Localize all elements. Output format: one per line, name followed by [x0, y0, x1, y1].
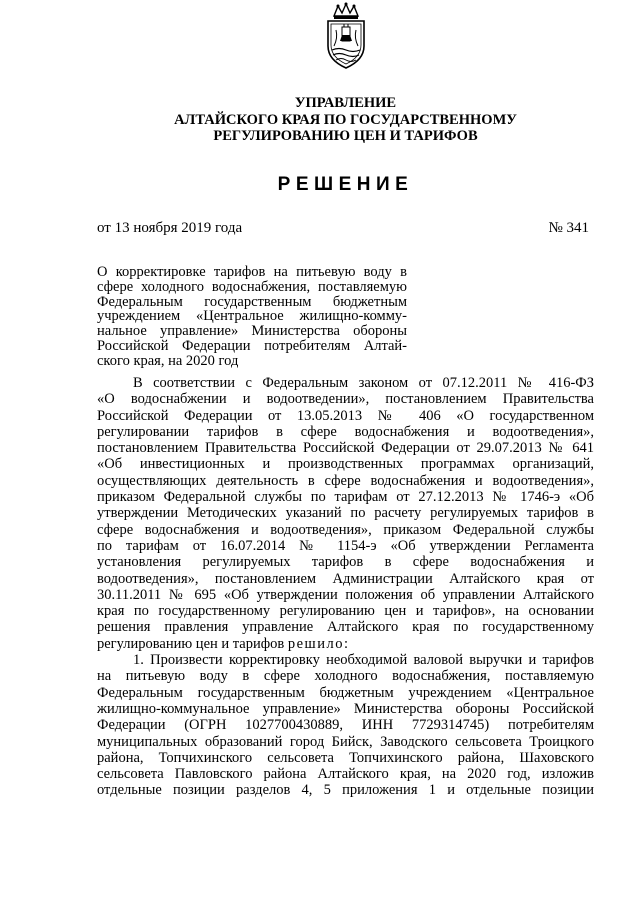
- subject-line: Федеральным государственным бюджетным: [97, 293, 407, 310]
- body-line: утверждении Методических указаний по расчету регулируемых тарифов в: [97, 505, 594, 522]
- body-line: по тарифам от 16.07.2014 № 1154-э «Об утверждении Регламента: [97, 537, 594, 554]
- body-line: приказом Федеральной службы по тарифам от 27.12.2013 № 1746-э «Об: [97, 489, 594, 506]
- subject-line: ского края, на 2020 год: [97, 352, 239, 369]
- document-body: [97, 375, 594, 799]
- body-line: В соответствии с Федеральным законом от 07.12.2011 № 416-ФЗ: [133, 375, 594, 391]
- body-line: 30.11.2011 № 695 «Об утверждении положения об управлении Алтайского: [97, 586, 594, 603]
- body-line: осуществляющих деятельность в сфере водоснабжения и водоотведения»,: [97, 472, 594, 489]
- coat-of-arms-icon: [322, 2, 370, 72]
- body-line: отдельные позиции разделов 4, 5 приложения 1 и отдельные позиции: [97, 782, 594, 799]
- subject-line: О корректировке тарифов на питьевую воду в: [97, 264, 407, 280]
- body-line: решения правления управление Алтайского края по государственному: [97, 619, 594, 636]
- body-line: края по государственному регулированию цен и тарифов», на основании: [97, 603, 594, 620]
- body-line: Федеральным государственным бюджетным учреждением «Центральное: [97, 684, 594, 701]
- body-line: сфере водоснабжения и водоотведения», приказом Федеральной службы: [97, 521, 594, 538]
- body-line: водоотведения», постановлением Администрации Алтайского края от: [97, 570, 594, 587]
- body-line: постановлением Правительства Российской Федерации от 29.07.2013 № 641: [97, 440, 594, 457]
- body-line: района, Топчихинского сельсовета Топчихинского района, Шаховского: [97, 749, 594, 766]
- resolution-keyword: решило: [287, 635, 344, 652]
- body-line: на питьевую воду в сфере холодного водоснабжения, поставляемую: [97, 668, 594, 685]
- document-date: от 13 ноября 2019 года: [97, 220, 243, 236]
- body-line: Федерации (ОГРН 1027700430889, ИНН 7729314745) потребителям: [97, 717, 594, 734]
- resolution-suffix: :: [343, 635, 348, 652]
- document-number: № 341: [548, 220, 589, 236]
- document-type-title: РЕШЕНИЕ: [277, 174, 414, 195]
- body-line: Российской Федерации от 13.05.2013 № 406 «О государственном: [97, 407, 594, 424]
- organization-name: [0, 95, 639, 145]
- body-line: «Об инвестиционных и производственных программах организаций,: [97, 456, 594, 473]
- subject-line: учреждением «Центральное жилищно-комму-: [97, 308, 407, 325]
- body-line: жилищно-коммунальное управление» Министерства обороны Российской: [97, 700, 594, 717]
- body-line: муниципальных образований город Бийск, Заводского сельсовета Троицкого: [97, 733, 594, 750]
- body-line: регулировании тарифов в сфере водоснабжения и водоотведения»,: [97, 423, 594, 440]
- subject-line: нальное управление» Министерства обороны: [97, 323, 407, 340]
- body-line: «О водоснабжении и водоотведении», постановлением Правительства: [97, 391, 594, 408]
- body-line-resolution: [97, 636, 594, 652]
- body-line: 1. Произвести корректировку необходимой валовой выручки и тарифов: [133, 652, 594, 669]
- org-line-1: УПРАВЛЕНИЕ: [294, 95, 397, 111]
- org-line-3: РЕГУЛИРОВАНИЮ ЦЕН И ТАРИФОВ: [213, 128, 478, 144]
- body-line: установления регулируемых тарифов в сфере водоснабжения и: [97, 554, 594, 571]
- body-line: сельсовета Павловского района Алтайского края, на 2020 год, изложив: [97, 766, 594, 783]
- document-subject: [97, 265, 407, 369]
- org-line-2: АЛТАЙСКОГО КРАЯ ПО ГОСУДАРСТВЕННОМУ: [174, 111, 517, 128]
- subject-line: Российской Федерации потребителям Алтай-: [97, 337, 407, 354]
- subject-line: сфере холодного водоснабжения, поставляемую: [97, 278, 407, 295]
- resolution-prefix: регулированию цен и тарифов: [97, 635, 288, 652]
